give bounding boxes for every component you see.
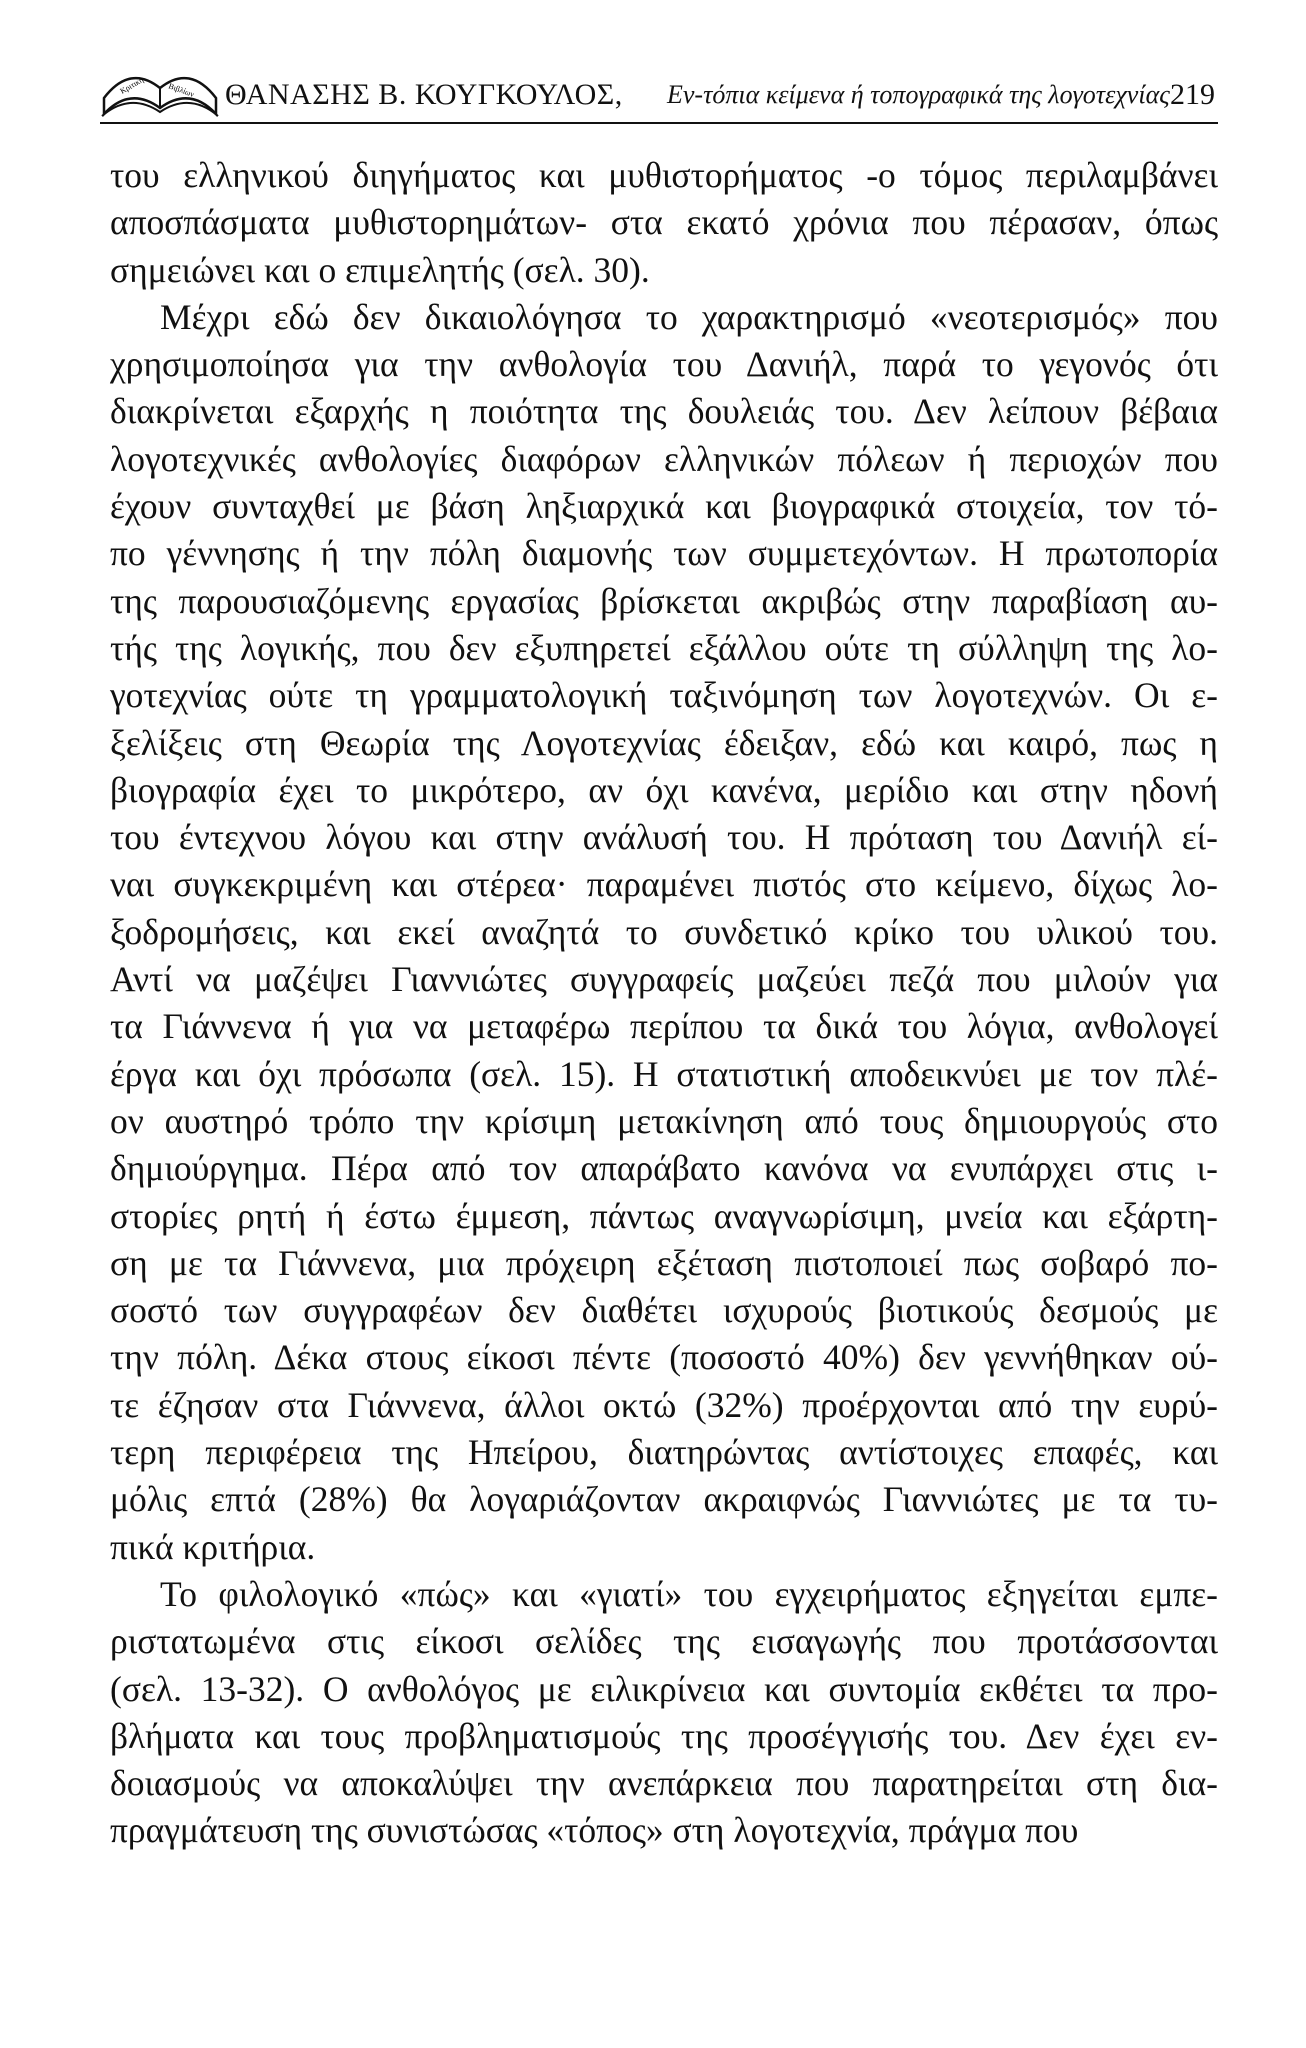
header-author: ΘΑΝΑΣΗΣ Β. ΚΟΥΓΚΟΥΛΟΣ, (225, 78, 623, 111)
text-line: βλήματα και τους προβληματισμούς της προσέγγισής του. Δεν έχει εν- (110, 1715, 1218, 1756)
text-line: διακρίνεται εξαρχής η ποιότητα της δουλειάς του. Δεν λείπουν βέβαια (110, 391, 1218, 432)
text-line: ριστατωμένα στις είκοσι σελίδες της εισαγωγής που προτάσσονται (110, 1621, 1218, 1662)
text-line: ξοδρομήσεις, και εκεί αναζητά το συνδετικό κρίκο του υλικού του. (110, 911, 1218, 952)
text-line: ξελίξεις στη Θεωρία της Λογοτεχνίας έδειξαν, εδώ και καιρό, πως η (110, 722, 1218, 763)
text-line: Το φιλολογικό «πώς» και «γιατί» του εγχειρήματος εξηγείται εμπε- (160, 1573, 1218, 1614)
open-book-logo-icon (100, 58, 220, 122)
text-line: έργα και όχι πρόσωπα (σελ. 15). Η στατιστική αποδεικνύει με τον πλέ- (110, 1053, 1218, 1094)
text-line: στορίες ρητή ή έστω έμμεση, πάντως αναγνωρίσιμη, μνεία και εξάρτη- (110, 1195, 1218, 1236)
text-line: του έντεχνου λόγου και στην ανάλυσή του. Η πρόταση του Δανιήλ εί- (110, 817, 1218, 858)
text-line: πο γέννησης ή την πόλη διαμονής των συμμετεχόντων. Η πρωτοπορία (110, 533, 1218, 574)
paragraph (110, 294, 1218, 1571)
header-title: Εν-τόπια κείμενα ή τοπογραφικά της λογοτεχνίας (667, 80, 1170, 109)
text-line: βιογραφία έχει το μικρότερο, αν όχι κανένα, μερίδιο και στην ηδονή (110, 769, 1218, 810)
text-line: σημειώνει και ο επιμελητής (σελ. 30). (110, 249, 650, 290)
text-line: την πόλη. Δέκα στους είκοσι πέντε (ποσοστό 40%) δεν γεννήθηκαν ού- (110, 1337, 1218, 1378)
text-line: λογοτεχνικές ανθολογίες διαφόρων ελληνικών πόλεων ή περιοχών που (110, 438, 1218, 479)
body-text (110, 152, 1218, 1855)
text-line: ναι συγκεκριμένη και στέρεα· παραμένει πιστός στο κείμενο, δίχως λο- (110, 864, 1218, 905)
text-line: έχουν συνταχθεί με βάση ληξιαρχικά και βιογραφικά στοιχεία, τον τό- (110, 486, 1218, 527)
text-line: της παρουσιαζόμενης εργασίας βρίσκεται ακριβώς στην παραβίαση αυ- (110, 580, 1218, 621)
running-header (100, 58, 1220, 128)
logo-text-right: Βιβλίων (167, 81, 196, 99)
text-line: σοστό των συγγραφέων δεν διαθέτει ισχυρούς βιοτικούς δεσμούς με (110, 1290, 1218, 1331)
text-line: τής της λογικής, που δεν εξυπηρετεί εξάλλου ούτε τη σύλληψη της λο- (110, 627, 1218, 668)
text-line: δημιούργημα. Πέρα από τον απαράβατο κανόνα να ενυπάρχει στις ι- (110, 1148, 1218, 1189)
text-line: πραγμάτευση της συνιστώσας «τόπος» στη λογοτεχνία, πράγμα που (110, 1810, 1079, 1851)
text-line: πικά κριτήρια. (110, 1526, 316, 1567)
text-line: χρησιμοποίησα για την ανθολογία του Δανιήλ, παρά το γεγονός ότι (110, 344, 1218, 385)
text-line: ον αυστηρό τρόπο την κρίσιμη μετακίνηση από τους δημιουργούς στο (110, 1100, 1218, 1141)
text-line: Αντί να μαζέψει Γιαννιώτες συγγραφείς μαζεύει πεζά που μιλούν για (110, 959, 1218, 1000)
page-number: 219 (1170, 78, 1215, 111)
text-line: γοτεχνίας ούτε τη γραμματολογική ταξινόμηση των λογοτεχνών. Οι ε- (110, 675, 1218, 716)
text-line: τε έζησαν στα Γιάννενα, άλλοι οκτώ (32%) προέρχονται από την ευρύ- (110, 1384, 1218, 1425)
text-line: του ελληνικού διηγήματος και μυθιστορήματος -ο τόμος περιλαμβάνει (110, 155, 1218, 195)
logo-text-left: Κριτική (118, 75, 146, 96)
text-line: ση με τα Γιάννενα, μια πρόχειρη εξέταση πιστοποιεί πως σοβαρό πο- (110, 1242, 1218, 1283)
header-rule (100, 122, 1218, 124)
text-line: τερη περιφέρεια της Ηπείρου, διατηρώντας αντίστοιχες επαφές, και (110, 1432, 1218, 1473)
text-line: (σελ. 13-32). Ο ανθολόγος με ειλικρίνεια και συντομία εκθέτει τα προ- (110, 1668, 1218, 1709)
text-line: μόλις επτά (28%) θα λογαριάζονταν ακραιφνώς Γιαννιώτες με τα τυ- (110, 1479, 1218, 1520)
text-line: τα Γιάννενα ή για να μεταφέρω περίπου τα δικά του λόγια, ανθολογεί (110, 1006, 1218, 1047)
text-line: Μέχρι εδώ δεν δικαιολόγησα το χαρακτηρισμό «νεοτερισμός» που (160, 296, 1218, 337)
text-line: δοιασμούς να αποκαλύψει την ανεπάρκεια που παρατηρείται στη δια- (110, 1763, 1218, 1804)
paragraph (110, 1571, 1218, 1855)
text-line: αποσπάσματα μυθιστορημάτων- στα εκατό χρόνια που πέρασαν, όπως (110, 202, 1218, 243)
paragraph (110, 152, 1218, 294)
